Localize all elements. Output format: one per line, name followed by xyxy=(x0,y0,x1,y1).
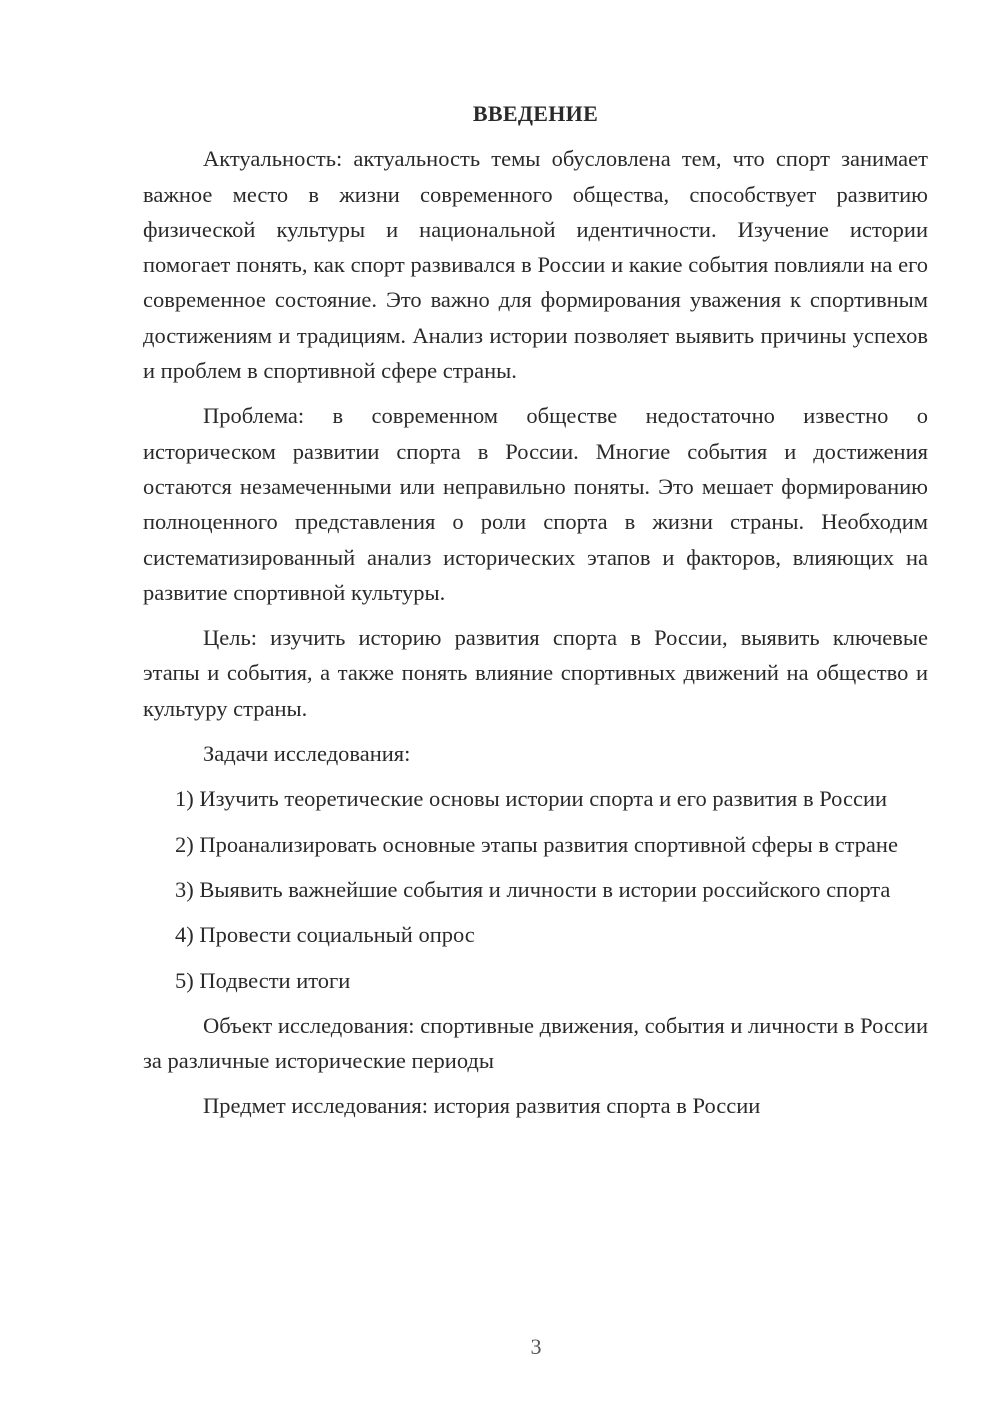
task-item-4: 4) Провести социальный опрос xyxy=(175,922,475,948)
problem-paragraph: Проблема: в современном обществе недостаточно известно о историческом развитии спорта в России. Многие события и достижения остаются незамеченными или неправильно поняты. Это мешает формированию полноценного представления о роли спорта в жизни страны. Необходим систематизированный анализ исторических этапов и факторов, влияющих на развитие спортивной культуры. xyxy=(143,403,928,605)
task-item-2: 2) Проанализировать основные этапы развития спортивной сферы в стране xyxy=(175,831,898,857)
page-content xyxy=(143,96,928,1134)
task-item-1: 1) Изучить теоретические основы истории спорта и его развития в России xyxy=(175,786,888,812)
task-item-5: 5) Подвести итоги xyxy=(175,967,351,993)
page-number: 3 xyxy=(530,1334,542,1359)
goal-paragraph: Цель: изучить историю развития спорта в России, выявить ключевые этапы и события, а также понять влияние спортивных движений на общество и культуру страны. xyxy=(143,625,928,721)
section-title: ВВЕДЕНИЕ xyxy=(472,101,599,126)
tasks-heading: Задачи исследования: xyxy=(203,741,411,767)
object-paragraph: Объект исследования: спортивные движения, события и личности в России за различные исторические периоды xyxy=(143,1012,928,1074)
relevance-paragraph: Актуальность: актуальность темы обусловлена тем, что спорт занимает важное место в жизни современного общества, способствует развитию физической культуры и национальной идентичности. Изучение истории помогает понять, как спорт развивался в России и какие события повлияли на его современное состояние. Это важно для формирования уважения к спортивным достижениям и традициям. Анализ истории позволяет выявить причины успехов и проблем в спортивной сфере страны. xyxy=(143,146,928,384)
subject-paragraph: Предмет исследования: история развития спорта в России xyxy=(203,1093,761,1119)
task-item-3: 3) Выявить важнейшие события и личности в истории российского спорта xyxy=(175,876,891,902)
